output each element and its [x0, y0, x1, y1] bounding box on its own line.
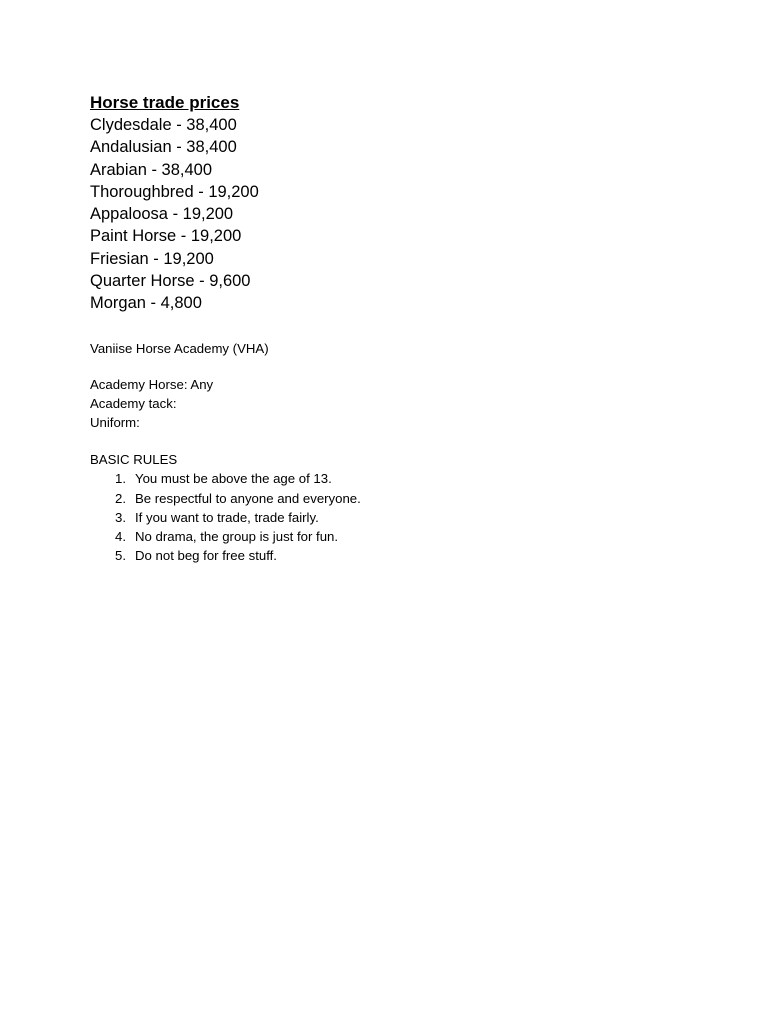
- price-item: Andalusian - 38,400: [90, 138, 237, 157]
- rule-item: [90, 546, 710, 565]
- rule-number: 4 .: [112, 527, 126, 546]
- rule-number: 5 .: [112, 546, 126, 565]
- price-item: Thoroughbred - 19,200: [90, 182, 259, 201]
- document-title: Horse trade prices: [90, 93, 240, 112]
- price-item: Quarter Horse - 9,600: [90, 272, 251, 291]
- academy-name: Vaniise Horse Academy (VHA): [90, 340, 269, 356]
- rule-item: [90, 469, 710, 488]
- rule-text: Be respectful to anyone and everyone.: [135, 490, 361, 506]
- price-item: Arabian - 38,400: [90, 160, 213, 179]
- rule-item: [90, 489, 710, 508]
- academy-fields: [90, 376, 710, 432]
- document-page: [90, 92, 710, 565]
- price-item: Paint Horse - 19,200: [90, 227, 242, 246]
- uniform-field: Uniform:: [90, 414, 140, 430]
- rule-text: Do not beg for free stuff.: [135, 548, 277, 564]
- price-item: Morgan - 4,800: [90, 294, 202, 313]
- academy-horse-field: Academy Horse: Any: [90, 377, 214, 393]
- price-item: Appaloosa - 19,200: [90, 205, 234, 224]
- rule-text: No drama, the group is just for fun.: [135, 528, 339, 544]
- academy-tack-field: Academy tack:: [90, 395, 177, 411]
- rule-item: [90, 527, 710, 546]
- rule-number: 2 .: [112, 489, 126, 508]
- rule-number: 3 .: [112, 508, 126, 527]
- price-item: Clydesdale - 38,400: [90, 116, 237, 134]
- price-item: Friesian - 19,200: [90, 249, 214, 268]
- rule-text: If you want to trade, trade fairly.: [135, 509, 319, 525]
- rule-number: 1 .: [112, 469, 126, 488]
- rules-list: [90, 469, 710, 565]
- rules-heading: BASIC RULES: [90, 451, 178, 467]
- price-list: [90, 114, 710, 315]
- rule-text: You must be above the age of 13.: [135, 471, 332, 487]
- rule-item: [90, 508, 710, 527]
